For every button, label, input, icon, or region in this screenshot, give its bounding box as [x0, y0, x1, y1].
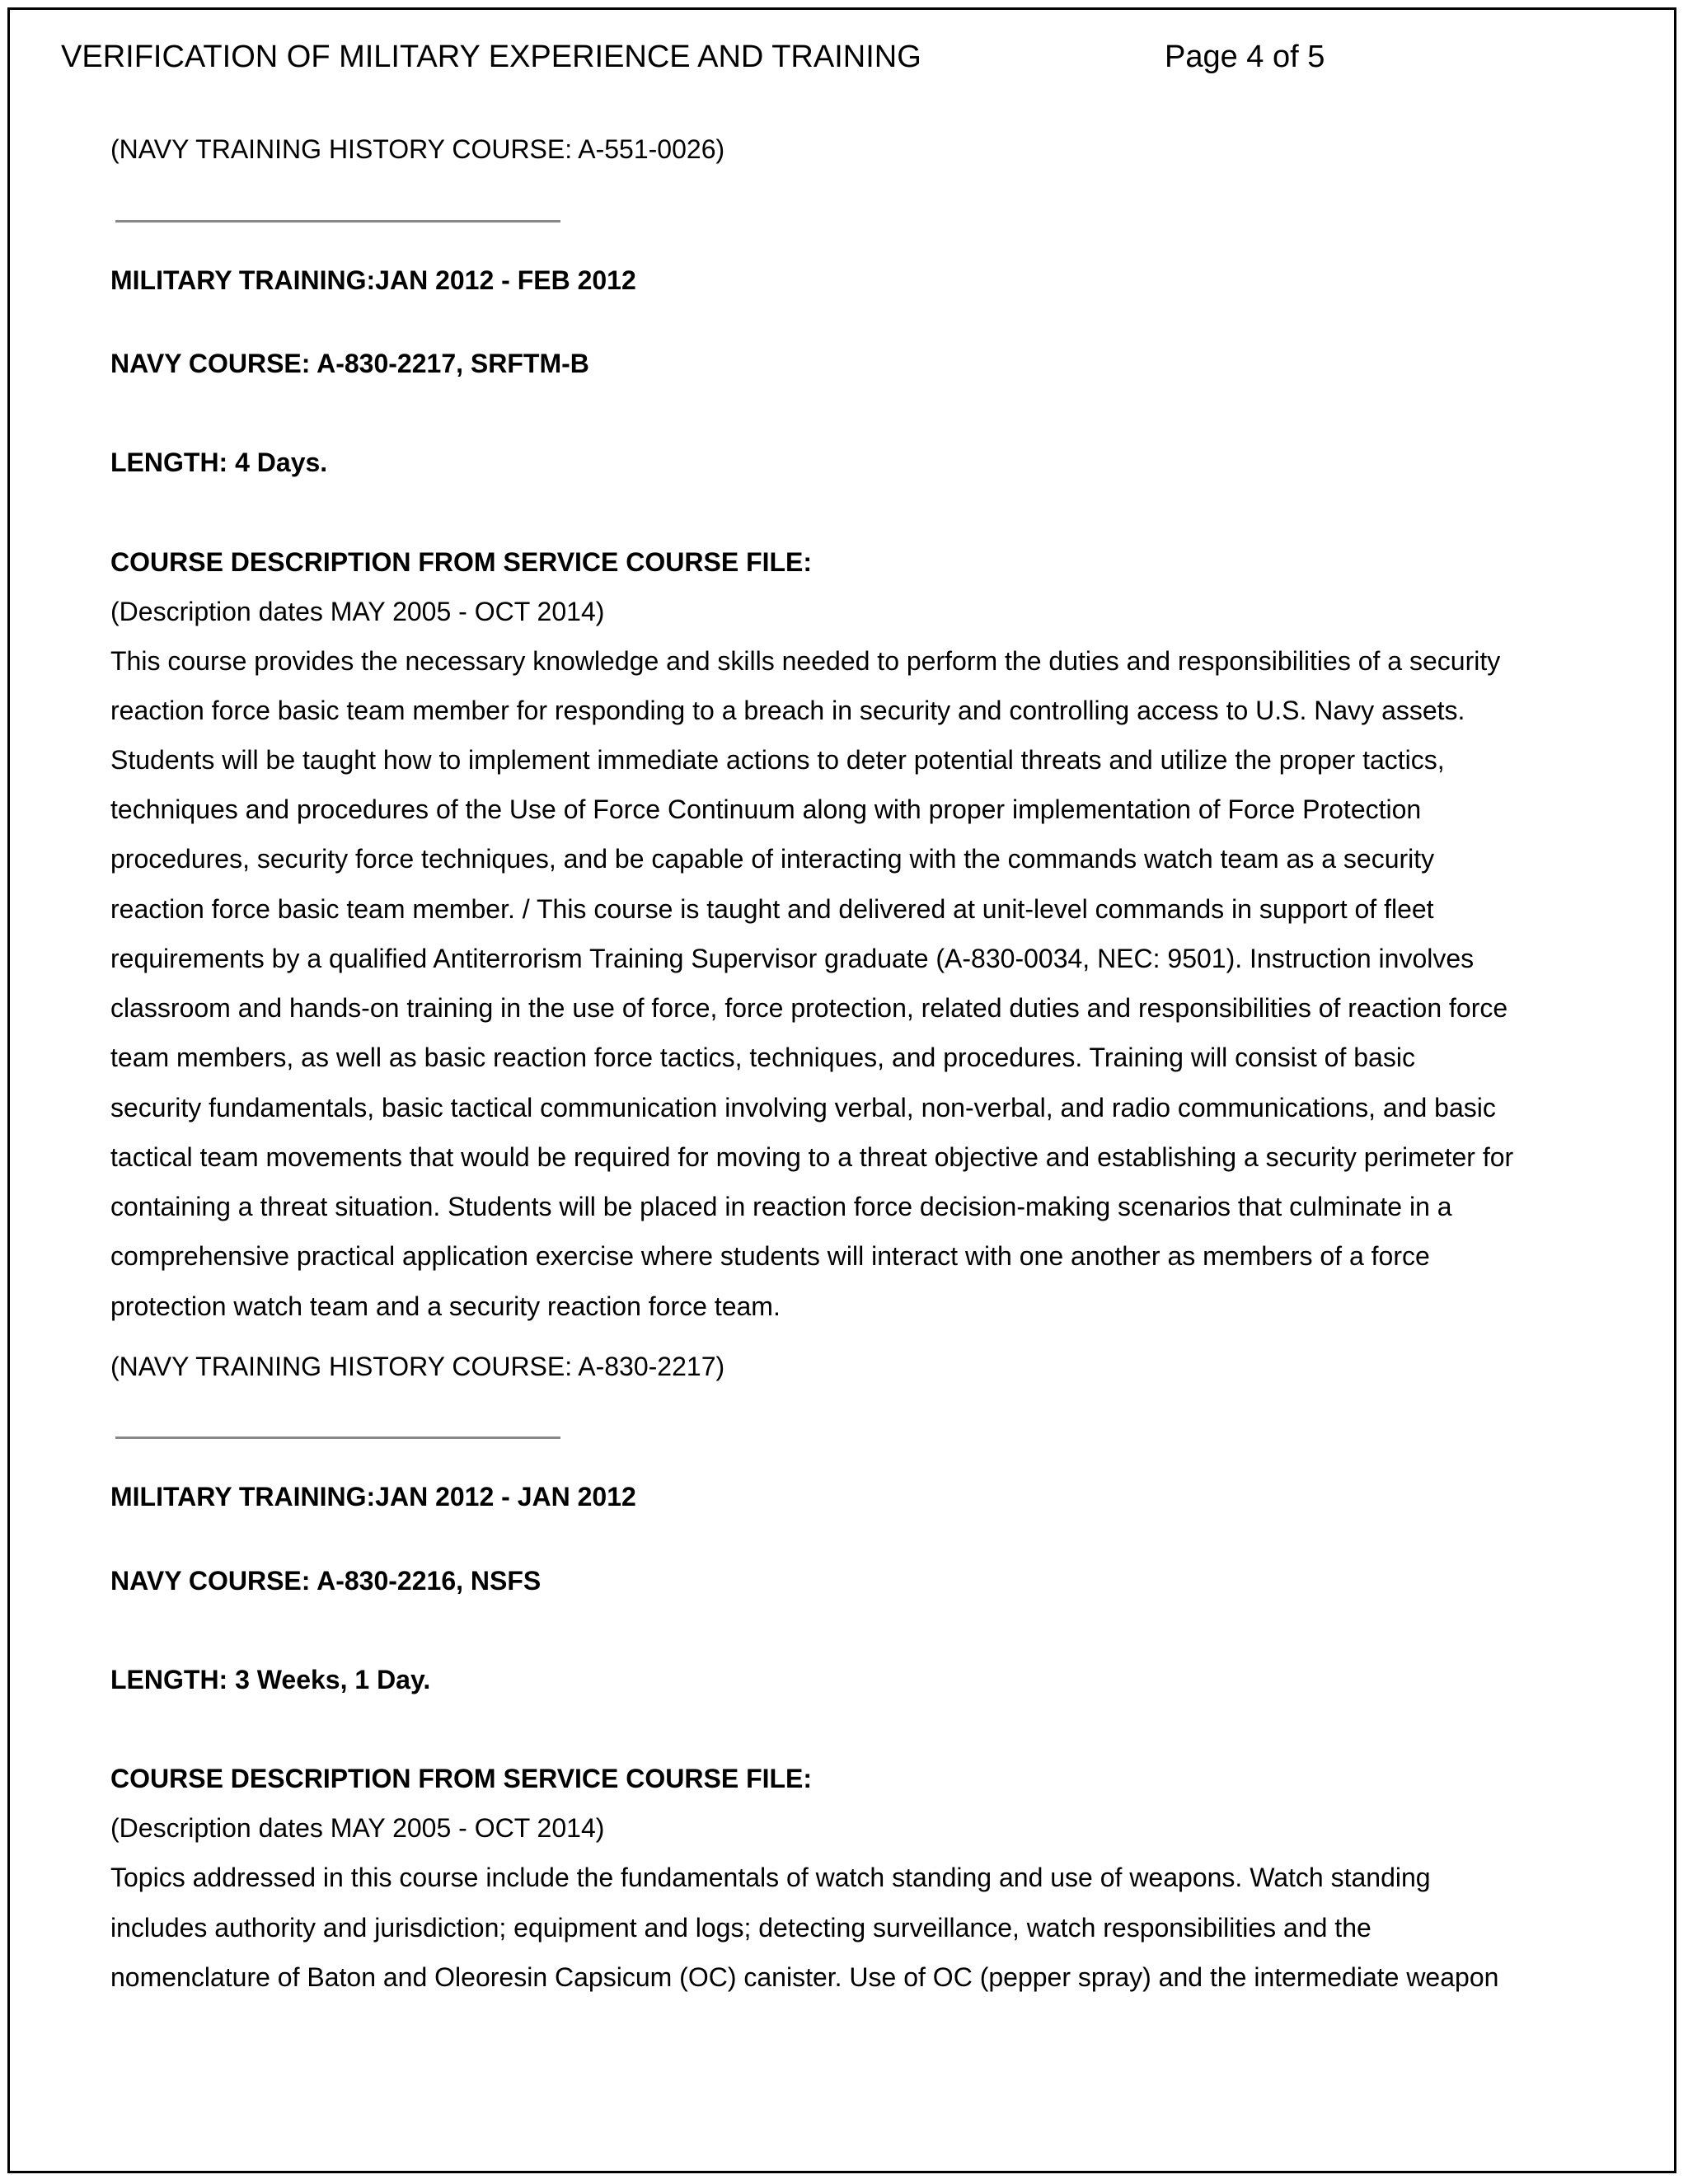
description-line: requirements by a qualified Antiterrorism Training Supervisor graduate (A-830-0034, NEC: 9501). Instruction involves [110, 944, 1475, 973]
military-training-dates: MILITARY TRAINING:JAN 2012 - JAN 2012 [110, 1482, 636, 1511]
description-line: classroom and hands-on training in the use of force, force protection, related duties and responsibilities of reaction force [110, 993, 1508, 1023]
training-history-course: (NAVY TRAINING HISTORY COURSE: A-830-2217) [110, 1352, 725, 1381]
description-line: reaction force basic team member. / This course is taught and delivered at unit-level commands in support of fleet [110, 894, 1434, 924]
navy-course: NAVY COURSE: A-830-2217, SRFTM-B [110, 349, 589, 378]
course-description-heading: COURSE DESCRIPTION FROM SERVICE COURSE FILE: [110, 547, 813, 577]
course-description-heading: COURSE DESCRIPTION FROM SERVICE COURSE FILE: [110, 1764, 813, 1793]
navy-course: NAVY COURSE: A-830-2216, NSFS [110, 1566, 542, 1596]
description-line: procedures, security force techniques, and be capable of interacting with the commands watch team as a security [110, 844, 1435, 874]
description-line: containing a threat situation. Students will be placed in reaction force decision-making scenarios that culminate in a [110, 1192, 1452, 1221]
description-line: comprehensive practical application exercise where students will interact with one another as members of a force [110, 1241, 1430, 1271]
page-number: Page 4 of 5 [1165, 40, 1325, 74]
section-divider [115, 220, 560, 223]
page-border [7, 7, 1676, 2173]
description-line: includes authority and jurisdiction; equipment and logs; detecting surveillance, watch responsibilities and the [110, 1913, 1372, 1943]
description-line: This course provides the necessary knowledge and skills needed to perform the duties and responsibilities of a security [110, 646, 1501, 676]
description-dates: (Description dates MAY 2005 - OCT 2014) [110, 597, 605, 626]
course-length: LENGTH: 3 Weeks, 1 Day. [110, 1665, 431, 1694]
military-training-dates: MILITARY TRAINING:JAN 2012 - FEB 2012 [110, 265, 636, 295]
description-line: Topics addressed in this course include the fundamentals of watch standing and use of weapons. Watch standing [110, 1863, 1431, 1892]
description-line: protection watch team and a security reaction force team. [110, 1291, 781, 1321]
description-line: techniques and procedures of the Use of Force Continuum along with proper implementation of Force Protection [110, 794, 1422, 824]
description-line: reaction force basic team member for responding to a breach in security and controlling access to U.S. Navy assets. [110, 696, 1465, 725]
description-line: security fundamentals, basic tactical communication involving verbal, non-verbal, and radio communications, and basic [110, 1093, 1496, 1122]
section-divider [115, 1436, 560, 1439]
description-dates: (Description dates MAY 2005 - OCT 2014) [110, 1813, 605, 1843]
description-line: Students will be taught how to implement immediate actions to deter potential threats and utilize the proper tactics, [110, 745, 1445, 775]
description-line: team members, as well as basic reaction force tactics, techniques, and procedures. Training will consist of basic [110, 1043, 1415, 1072]
course-length: LENGTH: 4 Days. [110, 448, 328, 477]
description-line: tactical team movements that would be required for moving to a threat objective and establishing a security perimeter for [110, 1142, 1514, 1172]
description-line: nomenclature of Baton and Oleoresin Capsicum (OC) canister. Use of OC (pepper spray) and the intermediate weapon [110, 1962, 1499, 1992]
previous-training-history-course: (NAVY TRAINING HISTORY COURSE: A-551-0026) [110, 134, 725, 164]
document-title: VERIFICATION OF MILITARY EXPERIENCE AND TRAINING [61, 40, 921, 74]
